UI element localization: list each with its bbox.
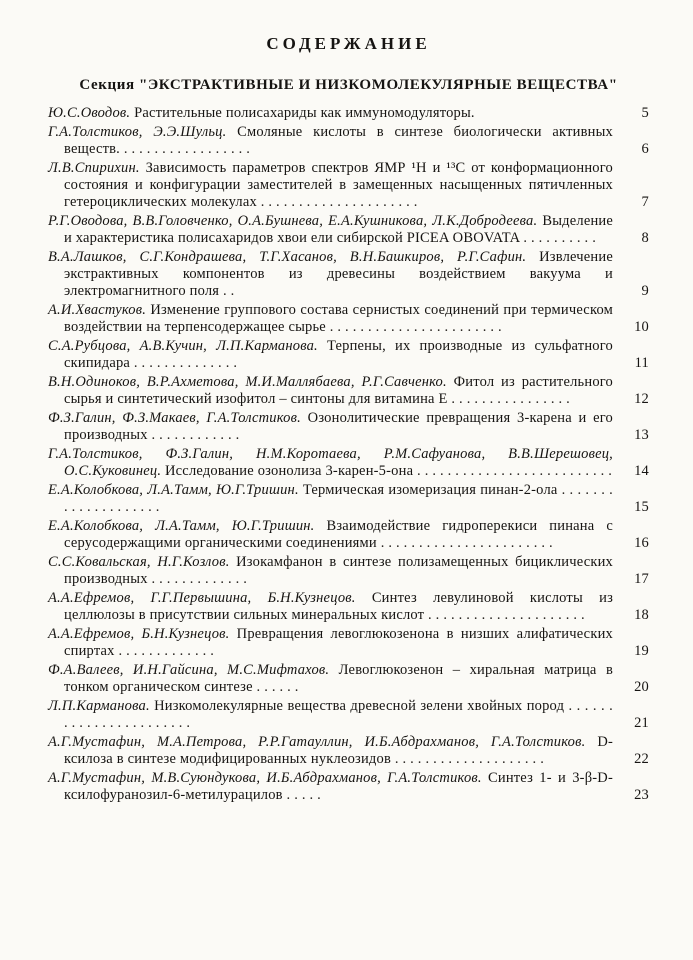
toc-entry xyxy=(48,626,649,660)
entry-authors: Л.В.Спирихин. xyxy=(48,160,140,176)
entry-authors: Л.П.Карманова. xyxy=(48,698,150,714)
entry-page-number: 19 xyxy=(634,643,649,659)
toc-entry xyxy=(48,249,649,300)
toc-entry xyxy=(48,338,649,372)
entry-page-number: 23 xyxy=(634,787,649,803)
entry-page-number: 20 xyxy=(634,679,649,695)
entry-title: Извлечение экстрактивных компонентов из древесины воздействием вакуума и электромагнитного поля xyxy=(64,249,613,299)
entry-page-number: 21 xyxy=(634,715,649,731)
entry-authors: А.А.Ефремов, Б.Н.Кузнецов. xyxy=(48,626,230,642)
toc-entry xyxy=(48,124,649,158)
toc-entry xyxy=(48,698,649,732)
entry-title: Левоглюкозенон – хиральная матрица в тонком органическом синтезе xyxy=(64,662,613,695)
toc-entry xyxy=(48,105,649,122)
entry-authors: Ф.З.Галин, Ф.З.Макаев, Г.А.Толстиков. xyxy=(48,410,301,426)
entry-authors: Е.А.Колобкова, Л.А.Тамм, Ю.Г.Тришин. xyxy=(48,482,299,498)
entry-title: Синтез левулиновой кислоты из целлюлозы в присутствии сильных минеральных кислот xyxy=(64,590,614,623)
toc-entry xyxy=(48,213,649,247)
page-title: СОДЕРЖАНИЕ xyxy=(266,34,431,53)
entry-title: Взаимодействие гидроперекиси пинана с серусодержащими органическими соединениями xyxy=(64,518,613,551)
entry-authors: Ю.С.Оводов. xyxy=(48,105,131,121)
entry-leader: . . . . . . . . . . . . . xyxy=(151,571,248,587)
toc-entry xyxy=(48,446,649,480)
toc-entry xyxy=(48,734,649,768)
entry-authors: С.С.Ковальская, Н.Г.Козлов. xyxy=(48,554,230,570)
entry-leader: . . . . . . . . . . . . . . . . . . . . . . . . . . xyxy=(417,463,613,479)
toc-entry xyxy=(48,482,649,516)
entry-page-number: 12 xyxy=(634,391,649,407)
entry-authors: А.А.Ефремов, Г.Г.Первышина, Б.Н.Кузнецов. xyxy=(48,590,356,606)
entry-leader: . . . . . . . . . . . . . . . . . . . . . xyxy=(428,607,585,623)
toc-entry xyxy=(48,302,649,336)
toc-entry xyxy=(48,160,649,211)
entry-leader: . . . . . . . . . . . . . . . . . . . . . . . xyxy=(380,535,553,551)
entry-page-number: 6 xyxy=(641,141,649,157)
toc-entry xyxy=(48,662,649,696)
entry-authors: А.Г.Мустафин, М.А.Петрова, Р.Р.Гатауллин, И.Б.Абдрахманов, Г.А.Толстиков. xyxy=(48,734,586,750)
entry-title: D-ксилоза в синтезе модифицированных нуклеозидов xyxy=(64,734,614,767)
section-heading: Секция "ЭКСТРАКТИВНЫЕ И НИЗКОМОЛЕКУЛЯРНЫЕ ВЕЩЕСТВА" xyxy=(79,77,618,93)
entry-title: Озонолитические превращения 3-карена и его производных xyxy=(64,410,614,443)
entry-page-number: 17 xyxy=(634,571,649,587)
entry-title: Низкомолекулярные вещества древесной зелени хвойных пород xyxy=(154,698,565,714)
entry-leader: . . . . . . . . . . . . . . . . . . . . xyxy=(64,482,613,515)
toc-entry xyxy=(48,590,649,624)
entry-page-number: 14 xyxy=(634,463,649,479)
entry-authors: Р.Г.Оводова, В.В.Головченко, О.А.Бушнева, Е.А.Кушникова, Л.К.Добродеева. xyxy=(48,213,538,229)
entry-title: Изокамфанон в синтезе полизамещенных бициклических производных xyxy=(64,554,613,587)
entry-title: Изменение группового состава сернистых соединений при термическом воздействии на терпенсодержащее сырье xyxy=(64,302,614,335)
entry-leader: . . . . . . . . . . . . . . xyxy=(133,355,238,371)
entry-leader: . . . . . . xyxy=(256,679,299,695)
entry-title: Превращения левоглюкозенона в низших алифатических спиртах xyxy=(64,626,613,659)
entry-authors: Г.А.Толстиков, Ф.З.Галин, Н.М.Коротаева, Р.М.Сафуанова, В.В.Шерешовец, О.С.Куковинец. xyxy=(48,446,613,479)
entry-page-number: 15 xyxy=(634,499,649,515)
entry-leader: . . . . . . . . . . . . . . . . . xyxy=(123,141,251,157)
entry-leader: . . . . . xyxy=(286,787,321,803)
toc-entry xyxy=(48,518,649,552)
entry-title: Выделение и характеристика полисахаридов хвои ели сибирской PICEA OBOVATA xyxy=(64,213,614,246)
entry-title: Зависимость параметров спектров ЯМР ¹Н и ¹³С от конформационного состояния и конфигурации заместителей в замещенных насыщенных пятичленных гетероциклических молекулах xyxy=(64,160,613,210)
entry-authors: Ф.А.Валеев, И.Н.Гайсина, М.С.Мифтахов. xyxy=(48,662,330,678)
entry-leader: . . . . . . . . . . . . xyxy=(151,427,240,443)
entry-page-number: 8 xyxy=(641,230,649,246)
toc-entry xyxy=(48,770,649,804)
entry-title: Фитол из растительного сырья и синтетический изофитол – синтоны для витамина Е xyxy=(64,374,613,407)
entry-authors: А.Г.Мустафин, М.В.Суюндукова, И.Б.Абдрахманов, Г.А.Толстиков. xyxy=(48,770,482,786)
entry-authors: В.А.Лашков, С.Г.Кондрашева, Т.Г.Хасанов, В.Н.Башкиров, Р.Г.Сафин. xyxy=(48,249,527,265)
entry-page-number: 10 xyxy=(634,319,649,335)
entry-authors: А.И.Хвастуков. xyxy=(48,302,147,318)
entry-title: Термическая изомеризация пинан-2-ола xyxy=(302,482,558,498)
entry-authors: Г.А.Толстиков, Э.Э.Шульц. xyxy=(48,124,227,140)
entry-page-number: 16 xyxy=(634,535,649,551)
entry-authors: Е.А.Колобкова, Л.А.Тамм, Ю.Г.Тришин. xyxy=(48,518,315,534)
entry-authors: В.Н.Одиноков, В.Р.Ахметова, М.И.Маллябаева, Р.Г.Савченко. xyxy=(48,374,447,390)
entry-page-number: 18 xyxy=(634,607,649,623)
entry-leader: . . . . . . . . . . xyxy=(523,230,597,246)
entry-leader: . . . . . . . . . . . . . . . . . . . . . . . xyxy=(64,698,613,731)
entry-leader: . . . . . . . . . . . . . . . . xyxy=(451,391,570,407)
entry-title: Терпены, их производные из сульфатного скипидара xyxy=(64,338,613,371)
entry-title: Смоляные кислоты в синтезе биологически активных веществ. xyxy=(64,124,613,157)
entry-page-number: 11 xyxy=(634,355,649,371)
entry-leader: . . . . . . . . . . . . . . . . . . . . . xyxy=(260,194,418,210)
entry-page-number: 7 xyxy=(641,194,649,210)
entry-authors: С.А.Рубцова, А.В.Кучин, Л.П.Карманова. xyxy=(48,338,318,354)
entry-leader: . . . . . . . . . . . . . . . . . . . . . . . xyxy=(329,319,502,335)
toc-entry xyxy=(48,554,649,588)
entry-leader: . . xyxy=(222,283,235,299)
entry-page-number: 22 xyxy=(634,751,649,767)
entry-page-number: 13 xyxy=(634,427,649,443)
entry-title: Растительные полисахариды как иммуномодуляторы. xyxy=(134,105,475,121)
entry-page-number: 5 xyxy=(641,105,649,121)
entry-title: Исследование озонолиза 3-карен-5-она xyxy=(165,463,414,479)
entry-page-number: 9 xyxy=(641,283,649,299)
toc-entry xyxy=(48,410,649,444)
toc-list xyxy=(48,105,649,804)
entry-leader: . . . . . . . . . . . . . xyxy=(118,643,215,659)
toc-entry xyxy=(48,374,649,408)
entry-title: Синтез 1- и 3-β-D-ксилофуранозил-6-метилурацилов xyxy=(64,770,613,803)
entry-leader: . . . . . . . . . . . . . . . . . . . . xyxy=(394,751,545,767)
